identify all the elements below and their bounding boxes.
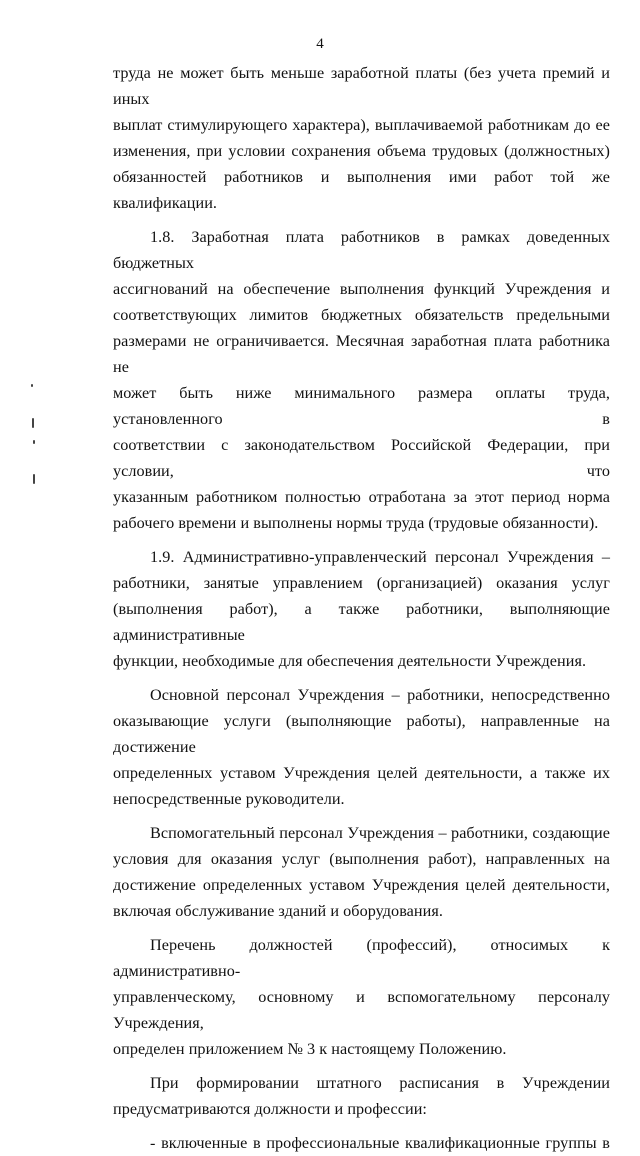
text-line: включая обслуживание зданий и оборудования. <box>113 902 443 920</box>
margin-mark <box>33 474 35 484</box>
text-line: (выполнения работ), а также работники, выполняющие административные <box>113 600 610 644</box>
text-line: условия для оказания услуг (выполнения работ), направленных на <box>113 850 610 868</box>
text-line: 1.9. Административно-управленческий персонал Учреждения – <box>150 548 610 566</box>
text-line: труда не может быть меньше заработной платы (без учета премий и иных <box>113 64 610 108</box>
text-line: ассигнований на обеспечение выполнения функций Учреждения и <box>113 280 610 298</box>
text-line: Перечень должностей (профессий), относимых к административно- <box>113 936 610 980</box>
page-number: 4 <box>316 36 324 52</box>
text-line: размерами не ограничивается. Месячная заработная плата работника не <box>113 332 610 376</box>
document-body <box>113 60 610 1156</box>
margin-mark <box>32 418 34 428</box>
text-line: определен приложением № 3 к настоящему Положению. <box>113 1040 507 1058</box>
text-line: соответствующих лимитов бюджетных обязательств предельными <box>113 306 610 324</box>
text-line: 1.8. Заработная плата работников в рамках доведенных бюджетных <box>113 228 610 272</box>
text-line: функции, необходимые для обеспечения деятельности Учреждения. <box>113 652 587 670</box>
text-line: Основной персонал Учреждения – работники, непосредственно <box>150 686 610 704</box>
text-line: соответствии с законодательством Российской Федерации, при условии, что <box>113 436 610 480</box>
text-line: предусматриваются должности и профессии: <box>113 1100 427 1118</box>
text-line: - включенные в профессиональные квалификационные группы в <box>150 1134 610 1152</box>
text-line: работники, занятые управлением (организацией) оказания услуг <box>113 574 610 592</box>
text-line: изменения, при условии сохранения объема трудовых (должностных) <box>113 142 610 160</box>
text-line: выплат стимулирующего характера), выплачиваемой работникам до ее <box>113 116 610 134</box>
text-line: может быть ниже минимального размера оплаты труда, установленного в <box>113 384 610 428</box>
margin-mark <box>31 384 33 387</box>
text-line: При формировании штатного расписания в Учреждении <box>150 1074 610 1092</box>
text-line: указанным работником полностью отработана за этот период норма <box>113 488 610 506</box>
text-line: определенных уставом Учреждения целей деятельности, а также их <box>113 764 610 782</box>
margin-mark <box>33 440 35 444</box>
text-line: непосредственные руководители. <box>113 790 345 808</box>
text-line: Вспомогательный персонал Учреждения – работники, создающие <box>150 824 610 842</box>
text-line: управленческому, основному и вспомогательному персоналу Учреждения, <box>113 988 610 1032</box>
text-line: рабочего времени и выполнены нормы труда (трудовые обязанности). <box>113 514 599 532</box>
text-line: оказывающие услуги (выполняющие работы), направленные на достижение <box>113 712 610 756</box>
text-line: достижение определенных уставом Учреждения целей деятельности, <box>113 876 610 894</box>
text-line: обязанностей работников и выполнения ими работ той же квалификации. <box>113 168 610 212</box>
